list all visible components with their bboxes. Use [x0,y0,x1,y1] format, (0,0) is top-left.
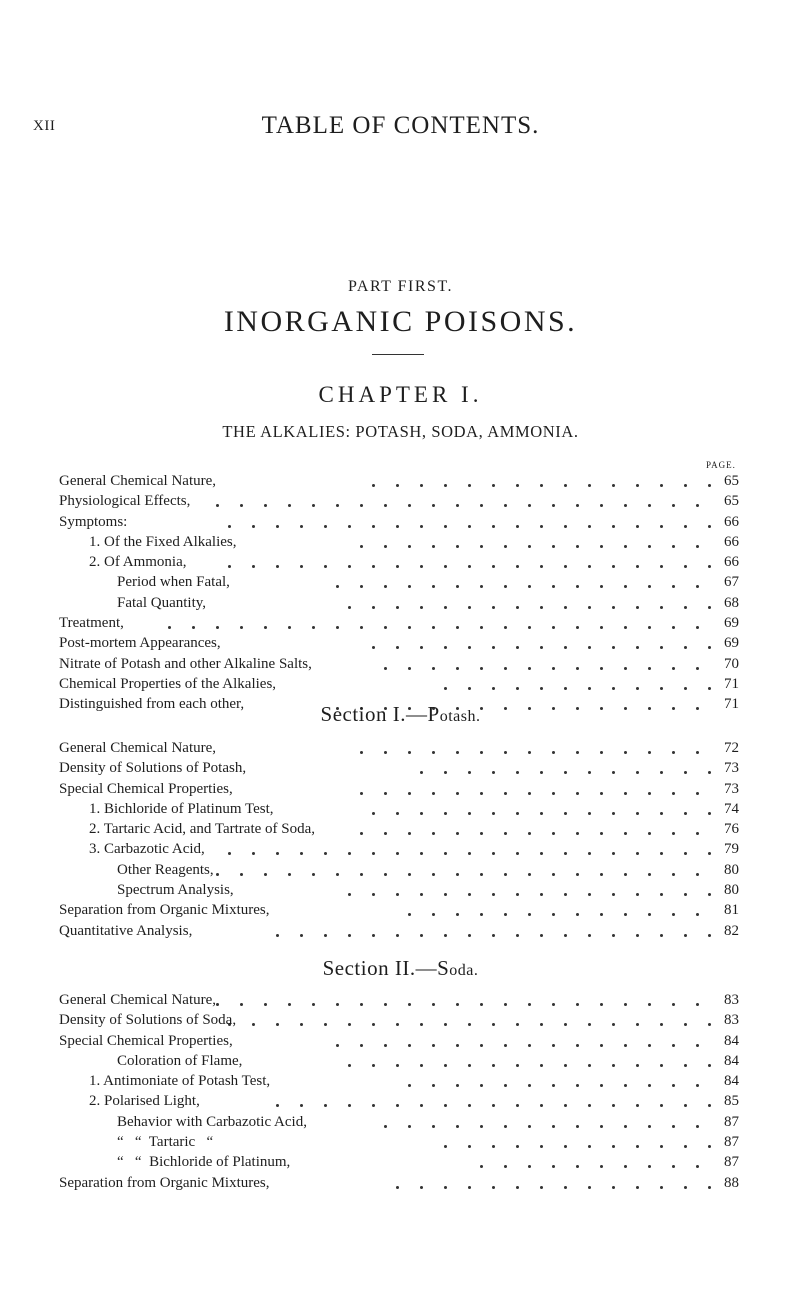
toc-entry-page: 65 [724,493,739,510]
toc-entry [0,633,801,653]
chapter-heading: CHAPTER I. [318,382,483,407]
subject-heading: INORGANIC POISONS. [223,305,578,338]
toc-entry-label: Separation from Organic Mixtures, [59,1174,270,1191]
toc-entry-label: Behavior with Carbazotic Acid, [117,1113,307,1130]
toc-entry-page: 74 [724,800,739,817]
toc-entry [0,990,801,1010]
toc-entry [0,1091,801,1111]
toc-entry [0,1152,801,1172]
toc-entry-page: 80 [724,882,739,899]
toc-entry [0,1010,801,1030]
toc-entry [0,491,801,511]
toc-entry [0,921,801,941]
toc-entry-page: 69 [724,635,739,652]
toc-entry-label: Post-mortem Appearances, [59,635,221,652]
toc-entry [0,1173,801,1193]
toc-entry [0,738,801,758]
section-title-number: Section I.— [320,702,428,726]
toc-entry-label: Chemical Properties of the Alkalies, [59,675,277,692]
section-title-capital: P [427,702,440,726]
section-title-number: Section II.— [322,956,438,980]
toc-entry-label: 1. Bichloride of Platinum Test, [89,800,274,817]
toc-entry-page: 84 [724,1052,739,1069]
toc-entry-page: 73 [724,760,739,777]
toc-entry [0,674,801,694]
toc-entry-page: 66 [724,533,739,550]
toc-entry-page: 76 [724,821,739,838]
toc-entry-page: 85 [724,1093,739,1110]
section-title-rest: otash. [439,708,481,725]
toc-entry-page: 71 [724,675,739,692]
running-title: TABLE OF CONTENTS. [261,112,540,139]
toc-entry-page: 68 [724,594,739,611]
header-page-number: XII [33,118,56,134]
toc-entry-label: 2. Tartaric Acid, and Tartrate of Soda, [89,821,316,838]
toc-entry-page: 87 [724,1154,739,1171]
toc-entry-page: 87 [724,1134,739,1151]
divider-rule [372,354,424,355]
toc-entry-label: General Chemical Nature, [59,992,217,1008]
toc-entry-label: Density of Solutions of Soda, [59,1012,237,1029]
toc-entry-page: 65 [724,473,739,489]
toc-entry [0,1112,801,1132]
toc-entry [0,654,801,674]
toc-entry-label: 1. Of the Fixed Alkalies, [89,533,237,550]
toc-entry [0,1071,801,1091]
toc-entry-label: Separation from Organic Mixtures, [59,902,270,919]
toc-entry [0,572,801,592]
toc-entry-page: 71 [724,696,739,713]
toc-entry-page: 83 [724,992,739,1008]
running-header [0,112,801,142]
toc-entry-page: 70 [724,655,739,672]
toc-entry-page: 66 [724,513,739,530]
toc-entry-label: Treatment, [59,615,124,632]
section-heading-soda [0,956,801,981]
toc-entry [0,900,801,920]
toc-entry [0,532,801,552]
toc-entry-page: 87 [724,1113,739,1130]
chapter-entry-list [0,471,801,715]
toc-entry [0,860,801,880]
toc-entry-label: General Chemical Nature, [59,740,217,756]
toc-entry-page: 67 [724,574,739,591]
toc-entry-page: 73 [724,780,739,797]
toc-entry-label: Density of Solutions of Potash, [59,760,247,777]
section-potash-entry-list [0,738,801,941]
toc-entry [0,1051,801,1071]
toc-entry-label: Quantitative Analysis, [59,922,193,939]
toc-entry-label: Spectrum Analysis, [117,882,234,899]
chapter-subtitle: THE ALKALIES: POTASH, SODA, AMMONIA. [222,422,579,441]
toc-entry-label: 2. Of Ammonia, [89,554,187,571]
toc-entry-label: 3. Carbazotic Acid, [89,841,205,858]
toc-entry-label: General Chemical Nature, [59,473,217,489]
toc-entry [0,613,801,633]
toc-entry-page: 69 [724,615,739,632]
toc-entry-page: 88 [724,1174,739,1191]
toc-entry [0,880,801,900]
toc-entry [0,552,801,572]
toc-entry-label: Special Chemical Properties, [59,780,233,797]
toc-entry-label: Symptoms: [59,513,128,530]
part-heading: PART FIRST. [347,278,454,295]
toc-entry-page: 81 [724,902,739,919]
toc-entry [0,758,801,778]
toc-entry [0,1031,801,1051]
section-title-capital: S [437,956,450,980]
toc-entry [0,1132,801,1152]
toc-entry-label: Physiological Effects, [59,493,191,510]
toc-entry [0,471,801,491]
toc-entry-page: 80 [724,861,739,878]
toc-entry-label: “ “ Bichloride of Platinum, [117,1154,291,1171]
toc-entry-label: Nitrate of Potash and other Alkaline Salts, [59,655,312,672]
toc-entry [0,799,801,819]
section-soda-entry-list [0,990,801,1193]
toc-entry-label: Special Chemical Properties, [59,1032,233,1049]
toc-entry-label: 1. Antimoniate of Potash Test, [89,1073,271,1090]
toc-entry-page: 72 [724,740,739,756]
toc-entry-page: 83 [724,1012,739,1029]
toc-entry-label: Distinguished from each other, [59,696,245,713]
toc-entry-page: 84 [724,1073,739,1090]
toc-entry [0,819,801,839]
section-title-rest: oda. [449,962,479,979]
toc-entry-page: 82 [724,922,739,939]
toc-entry-label: Other Reagents, [117,861,214,878]
toc-entry [0,593,801,613]
toc-entry-page: 79 [724,841,739,858]
toc-entry-label: Fatal Quantity, [117,594,207,611]
toc-entry-label: 2. Polarised Light, [89,1093,200,1110]
toc-entry [0,839,801,859]
section-heading-potash [0,702,801,727]
toc-entry [0,512,801,532]
toc-entry-label: Coloration of Flame, [117,1052,243,1069]
toc-entry-label: Period when Fatal, [117,574,230,591]
page-column-label: PAGE. [706,460,736,470]
toc-entry-page: 84 [724,1032,739,1049]
toc-entry-label: “ “ Tartaric “ [117,1134,214,1151]
toc-entry-page: 66 [724,554,739,571]
toc-entry [0,779,801,799]
